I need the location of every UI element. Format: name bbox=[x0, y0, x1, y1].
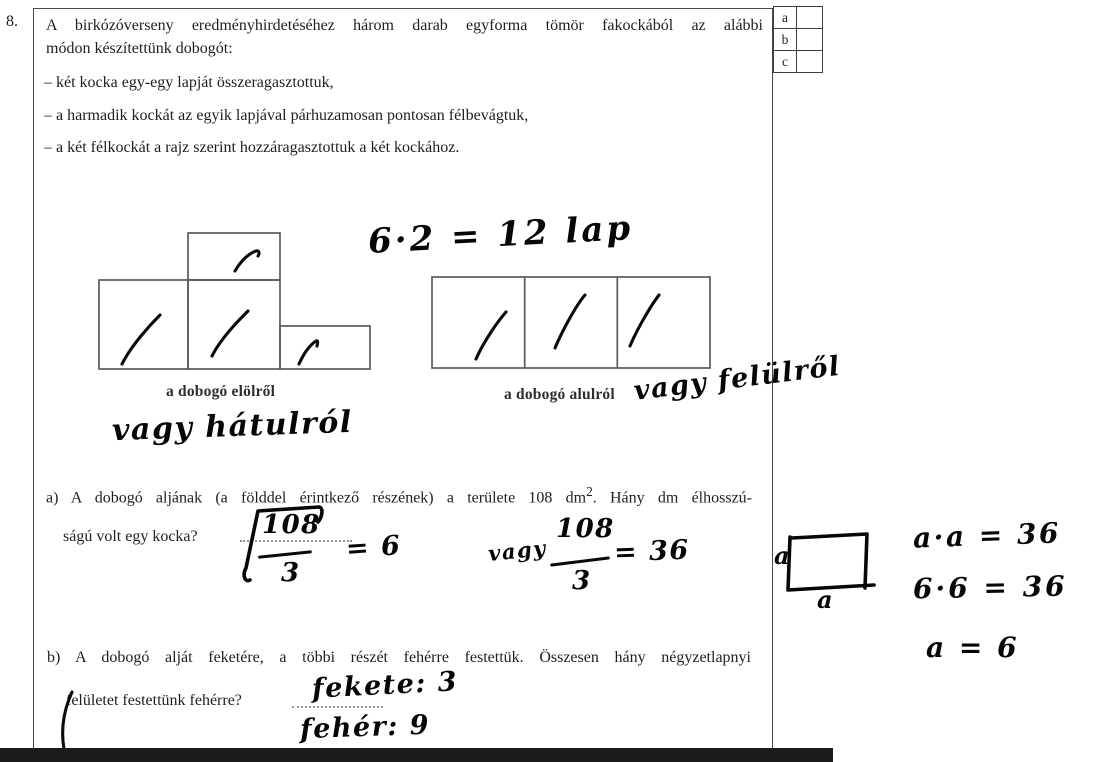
handwritten-bottom-alt-note: vagy felülről bbox=[632, 350, 843, 407]
statement-line-1: A birkózóverseny eredményhirdetéséhez három darab egyforma tömör fakockából az alábbi bbox=[46, 17, 763, 34]
score-row-a-value bbox=[797, 7, 823, 29]
statement-bullet-1: – két kocka egy-egy lapját összeragasztottuk, bbox=[44, 74, 334, 91]
question-a-text-cont: . Hány dm élhosszú- bbox=[592, 489, 753, 507]
podium-front-view-figure bbox=[95, 228, 380, 374]
handwritten-margin-equation-3: a = 6 bbox=[926, 631, 1020, 664]
front-left-cube bbox=[99, 280, 188, 369]
check-mark-icon bbox=[299, 341, 318, 364]
question-b-line-1: b) A dobogó alját feketére, a többi részét fehérre festettük. Összesen hány négyzetlapnyi bbox=[47, 649, 751, 666]
handwritten-side-label-bottom: a bbox=[817, 585, 835, 614]
statement-bullet-3: – a két félkockát a rajz szerint hozzáragasztottuk a két kockához. bbox=[44, 139, 460, 156]
handwritten-sqrt-numerator: 108 bbox=[262, 510, 321, 540]
front-view-caption: a dobogó elölről bbox=[166, 383, 276, 400]
handwritten-front-alt-note: vagy hátulról bbox=[111, 404, 354, 449]
score-row-b-label: b bbox=[774, 29, 797, 51]
handwritten-faces-note: 6·2 = 12 lap bbox=[367, 208, 635, 262]
handwritten-sqrt-result: = 6 bbox=[344, 530, 403, 565]
score-row-c-label: c bbox=[774, 51, 797, 73]
handwritten-frac-numerator: 108 bbox=[556, 514, 615, 544]
check-mark-icon bbox=[630, 295, 659, 346]
handwritten-margin-equation-1: a·a = 36 bbox=[912, 516, 1062, 555]
scan-artifact-bar bbox=[0, 748, 833, 762]
front-right-half-cube bbox=[280, 326, 370, 369]
question-a-line-2: ságú volt egy kocka? bbox=[63, 528, 198, 545]
question-a-text: a) A dobogó aljának (a földdel érintkező részének) a területe 108 dm bbox=[46, 489, 587, 507]
handwritten-answer-b-line-1: fekete: 3 bbox=[311, 666, 459, 705]
score-row-a-label: a bbox=[774, 7, 797, 29]
question-a-line-1 bbox=[46, 482, 752, 508]
front-top-half-cube bbox=[188, 233, 280, 280]
handwritten-or-word: vagy bbox=[486, 535, 548, 566]
handwritten-frac-denominator: 3 bbox=[572, 566, 592, 596]
handwritten-answer-b-line-2: fehér: 9 bbox=[299, 709, 431, 746]
check-mark-icon bbox=[122, 315, 160, 364]
squared-superscript: 2 bbox=[586, 484, 593, 499]
score-table bbox=[773, 6, 823, 73]
problem-number: 8. bbox=[6, 13, 18, 30]
check-mark-icon bbox=[235, 251, 259, 271]
square-sketch-stroke bbox=[788, 534, 874, 590]
score-row-c-value bbox=[797, 51, 823, 73]
statement-line-2: módon készítettünk dobogót: bbox=[46, 40, 233, 57]
handwritten-side-label-left: a bbox=[774, 541, 792, 570]
score-row-b-value bbox=[797, 29, 823, 51]
check-mark-icon bbox=[555, 295, 585, 348]
handwritten-frac-result: = 36 bbox=[613, 534, 691, 569]
statement-bullet-2: – a harmadik kockát az egyik lapjával párhuzamosan pontosan félbevágtuk, bbox=[44, 107, 529, 124]
check-mark-icon bbox=[476, 312, 506, 359]
handwritten-margin-equation-2: 6·6 = 36 bbox=[912, 569, 1068, 606]
handwritten-sqrt-denominator: 3 bbox=[281, 558, 301, 588]
check-mark-icon bbox=[212, 311, 248, 356]
podium-bottom-view-figure bbox=[428, 273, 720, 373]
bottom-view-caption: a dobogó alulról bbox=[504, 386, 615, 403]
bottom-row-outline bbox=[432, 277, 710, 368]
question-b-line-2: felületet festettünk fehérre? bbox=[66, 692, 242, 709]
